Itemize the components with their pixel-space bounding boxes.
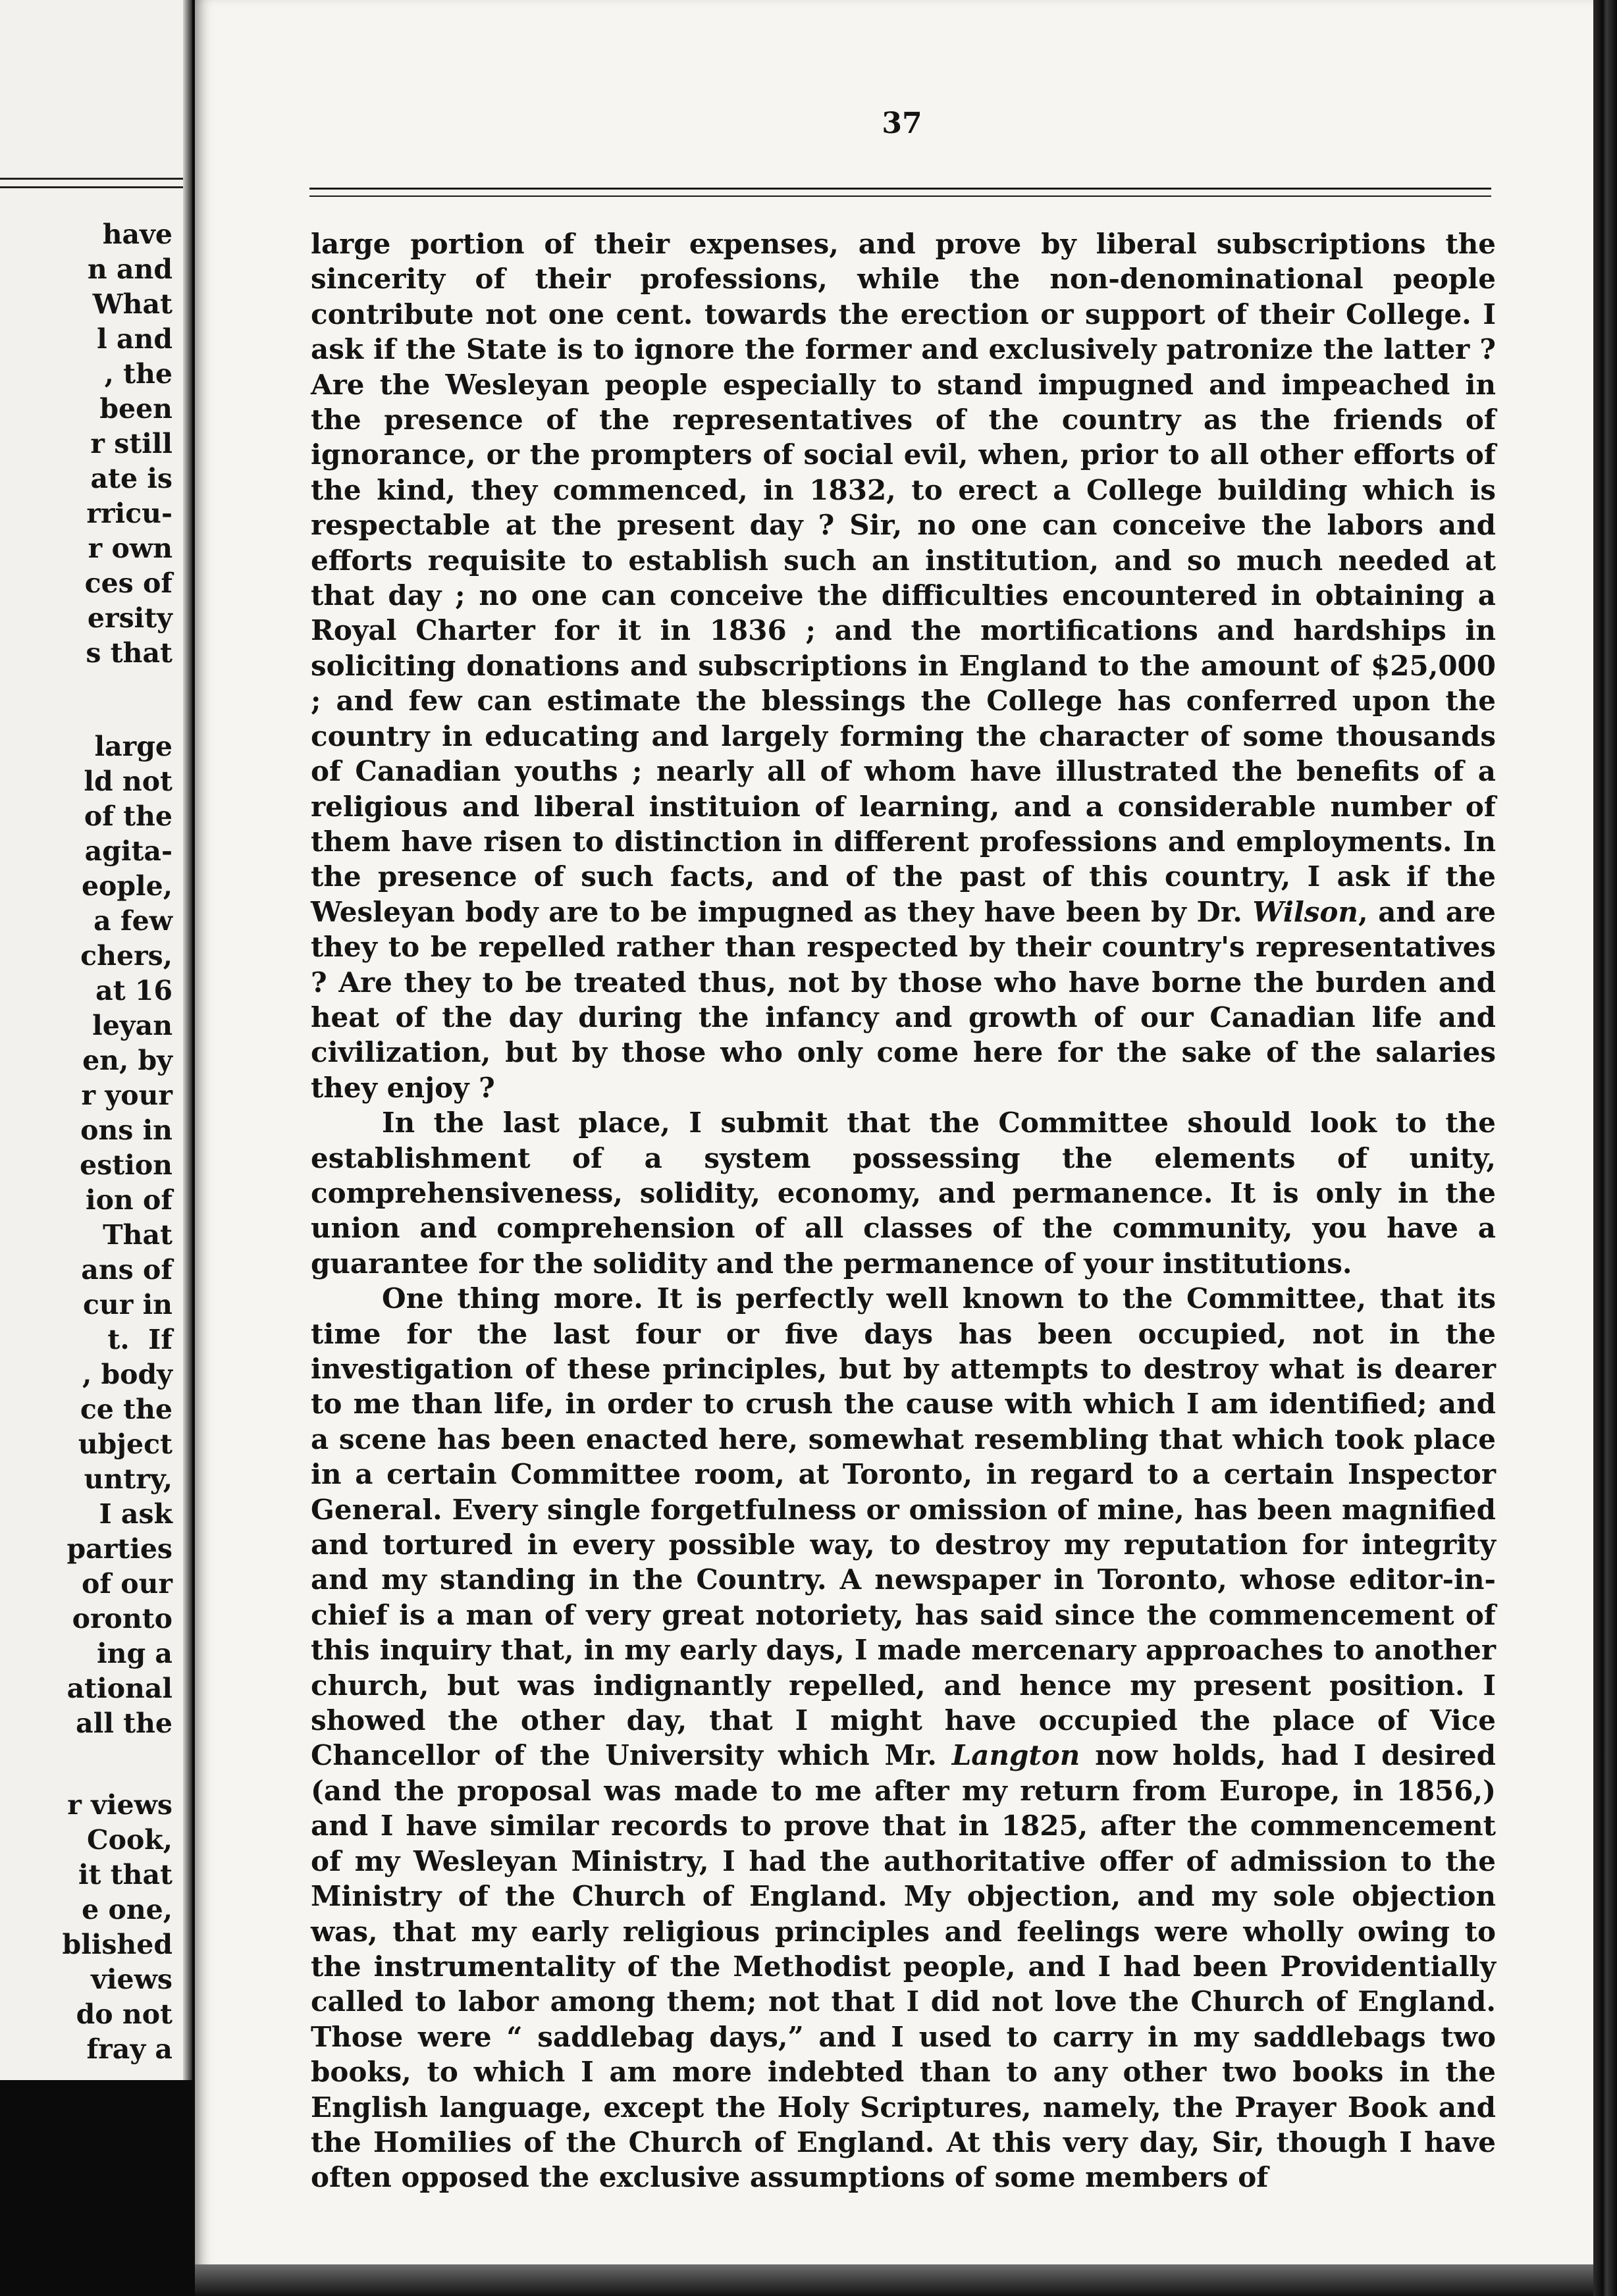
paragraph: In the last place, I submit that the Committee should look to the establishment of a system possessing the elements of unity, comprehensiveness, solidity, economy, and permanence. It is only in the union and comprehension of all classes of the community, you have a guarantee for the solidity and the permanence of your institutions. <box>311 1107 1496 1280</box>
scan-bottom-shadow <box>195 2264 1593 2296</box>
paragraph-text: , and are they to be repelled rather than respected by their country's representatives ? Are they to be treated thus, not by those who have borne the burden and heat of the day during the infancy and growth of our Canadian life and civilization, but by those who only come here for the sake of the salaries they enjoy ? <box>311 895 1496 1104</box>
page-edge-shadow <box>183 0 192 2080</box>
facing-page-header-rule <box>0 178 184 188</box>
header-rule <box>309 188 1491 197</box>
paragraph <box>311 226 1496 1105</box>
facing-page-fragment <box>0 0 192 2080</box>
person-name: Langton <box>951 1739 1080 1772</box>
body-text <box>311 226 1496 2195</box>
paragraph <box>311 1281 1496 2195</box>
page-number: 37 <box>882 107 922 140</box>
person-name: Wilson <box>1252 895 1358 928</box>
facing-page-text-fragment: large ld not of the agita- eople, a few chers, at 16 leyan en, by r your ons in estion ion of That ans of cur in t. If , body ce the ubject untry, I ask parties of our oronto ing a ational all the <box>66 731 172 1739</box>
paragraph-text: large portion of their expenses, and prove by liberal subscriptions the sincerity of their professions, while the non-denominational people contribute not one cent. towards the erection or support of their College. I ask if the State is to ignore the former and exclusively patronize the latter ? Are the Wesleyan people especially to stand impugned and impeached in the presence of the representatives of the country as the friends of ignorance, or the prompters of social evil, when, prior to all other efforts of the kind, they commenced, in 1832, to erect a College building which is respectable at the present day ? Sir, no one can conceive the labors and efforts requisite to establish such an institution, and so much needed at that day ; no one can conceive the difficulties encountered in obtaining a Royal Charter for it in 1836 ; and the mortifications and hardships in soliciting donations and subscriptions in England to the amount of $25,000 ; and few can estimate the blessings the College has conferred upon the country in educating and largely forming the character of some thousands of Canadian youths ; nearly all of whom have illustrated the benefits of a religious and liberal instituion of learning, and a considerable number of them have risen to distinction in different professions and employments. In the presence of such facts, and of the past of this country, I ask if the Wesleyan body are to be impugned as they have been by Dr. <box>311 228 1496 928</box>
paragraph-text: now holds, had I desired (and the proposal was made to me after my return from Europe, in 1856,) and I have similar records to prove that in 1825, after the commencement of my Wesleyan Ministry, I had the authoritative offer of admission to the Ministry of the Church of England. My objection, and my sole objection was, that my early religious principles and feelings were wholly owing to the instrumentality of the Methodist people, and I had been Providentially called to labor among them; not that I did not love the Church of England. Those were “ saddlebag days,” and I used to carry in my saddlebags two books, to which I am more indebted than to any other two books in the English language, except the Holy Scriptures, namely, the Prayer Book and the Homilies of the Church of England. At this very day, Sir, though I have often opposed the exclusive assumptions of some members of <box>311 1739 1497 2194</box>
facing-page-text-fragment: r views Cook, it that e one, blished views do not fray a <box>62 1789 172 2065</box>
paragraph-text: One thing more. It is perfectly well known to the Committee, that its time for the last four or five days has been occupied, not in the investigation of these principles, but by attempts to destroy what is dearer to me than life, in order to crush the cause with which I am identified; and a scene has been enacted here, somewhat resembling that which took place in a certain Committee room, at Toronto, in regard to a certain Inspector General. Every single forgetfulness or omission of mine, has been magnified and tortured in every possible way, to destroy my reputation for integrity and my standing in the Country. A newspaper in Toronto, whose editor-in-chief is a man of very great notoriety, has said since the commencement of this inquiry that, in my early days, I made mercenary approaches to another church, but was indignantly repelled, and hence my present position. I showed the other day, that I might have occupied the place of Vice Chancellor of the University which Mr. <box>311 1282 1496 1772</box>
facing-page-text-fragment: have n and What l and , the been r still ate is rricu- r own ces of ersity s that <box>84 219 172 669</box>
book-binding-edge <box>1593 0 1617 2296</box>
